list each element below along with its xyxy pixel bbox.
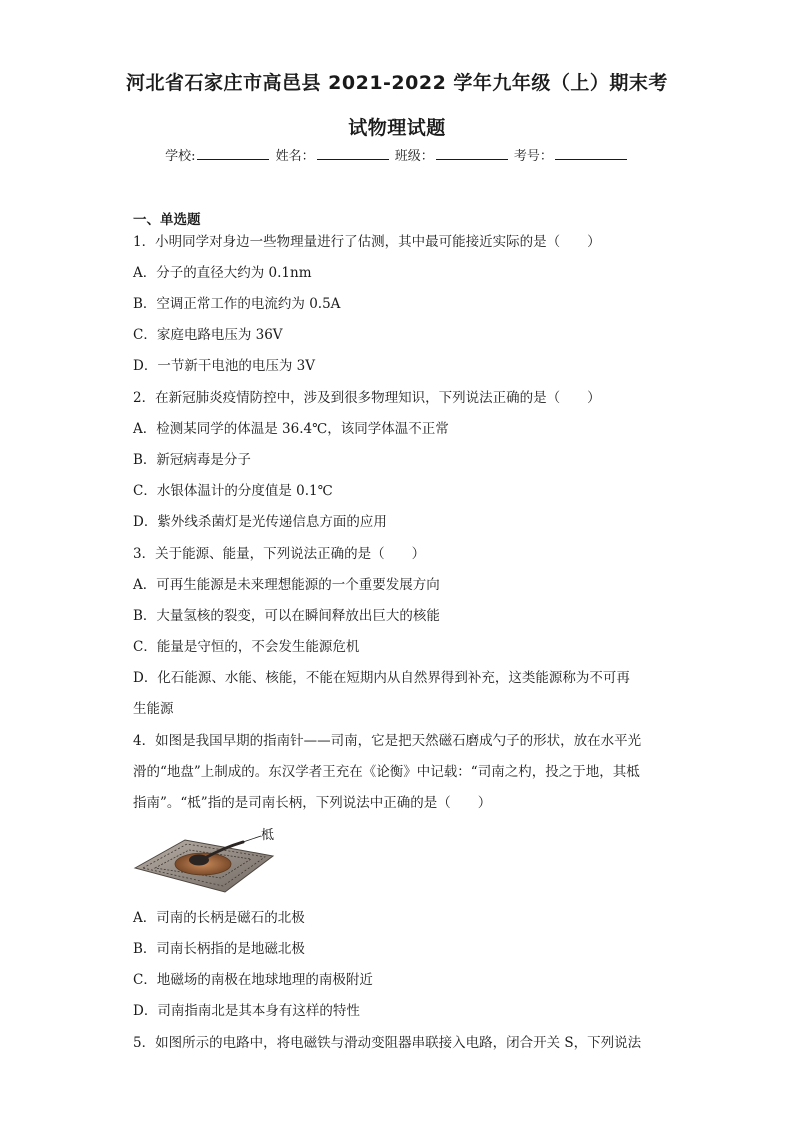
question-line: B．大量氢核的裂变，可以在瞬间释放出巨大的核能 (133, 608, 440, 624)
question-line: 4．如图是我国早期的指南针——司南，它是把天然磁石磨成勺子的形状，放在水平光 (133, 733, 642, 749)
question-line: C．能量是守恒的，不会发生能源危机 (133, 639, 360, 655)
name-blank (317, 147, 389, 160)
figure-label-di: 柢 (261, 828, 275, 843)
section-title: 一、单选题 (133, 212, 201, 228)
question-line: 2．在新冠肺炎疫情防控中，涉及到很多物理知识，下列说法正确的是（ ） (133, 390, 601, 406)
question-line: D．紫外线杀菌灯是光传递信息方面的应用 (133, 514, 387, 530)
page-title-continued: 试物理试题 (348, 117, 446, 139)
school-blank (197, 147, 269, 160)
question-line: A．可再生能源是未来理想能源的一个重要发展方向 (133, 577, 440, 593)
question-line: 3．关于能源、能量，下列说法正确的是（ ） (133, 546, 426, 562)
question-line: B．空调正常工作的电流约为 0.5A (133, 296, 341, 312)
question-line: B．新冠病毒是分子 (133, 452, 251, 468)
class-label: 班级： (394, 149, 434, 164)
question-line: A．分子的直径大约为 0.1nm (133, 265, 312, 281)
number-blank (555, 147, 627, 160)
sinan-compass-image (133, 826, 278, 894)
school-label: 学校: (165, 149, 196, 164)
question-line: D．化石能源、水能、核能，不能在短期内从自然界得到补充，这类能源称为不可再 (133, 670, 630, 686)
question-line: A．司南的长柄是磁石的北极 (133, 910, 305, 926)
question-line: 生能源 (133, 701, 174, 717)
question-line: B．司南长柄指的是地磁北极 (133, 941, 305, 957)
question-line: C．家庭电路电压为 36V (133, 327, 283, 343)
sinan-compass-figure (133, 826, 278, 894)
question-line: 5．如图所示的电路中，将电磁铁与滑动变阻器串联接入电路，闭合开关 S，下列说法 (133, 1035, 642, 1051)
question-line: 滑的“地盘”上制成的。东汉学者王充在《论衡》中记载：“司南之杓，投之于地，其柢 (133, 764, 640, 780)
number-label: 考号： (513, 149, 553, 164)
question-line: C．地磁场的南极在地球地理的南极附近 (133, 972, 373, 988)
question-line: A．检测某同学的体温是 36.4℃，该同学体温不正常 (133, 421, 449, 437)
student-info-row (0, 145, 794, 164)
question-line: D．司南指南北是其本身有这样的特性 (133, 1003, 360, 1019)
question-line: 指南”。“柢”指的是司南长柄，下列说法中正确的是（ ） (133, 795, 492, 811)
name-label: 姓名： (275, 149, 315, 164)
class-blank (436, 147, 508, 160)
question-line: 1．小明同学对身边一些物理量进行了估测，其中最可能接近实际的是（ ） (133, 234, 601, 250)
page-title: 河北省石家庄市高邑县 2021-2022 学年九年级（上）期末考 (126, 72, 668, 94)
question-line: D．一节新干电池的电压为 3V (133, 358, 315, 374)
question-line: C．水银体温计的分度值是 0.1℃ (133, 483, 333, 499)
